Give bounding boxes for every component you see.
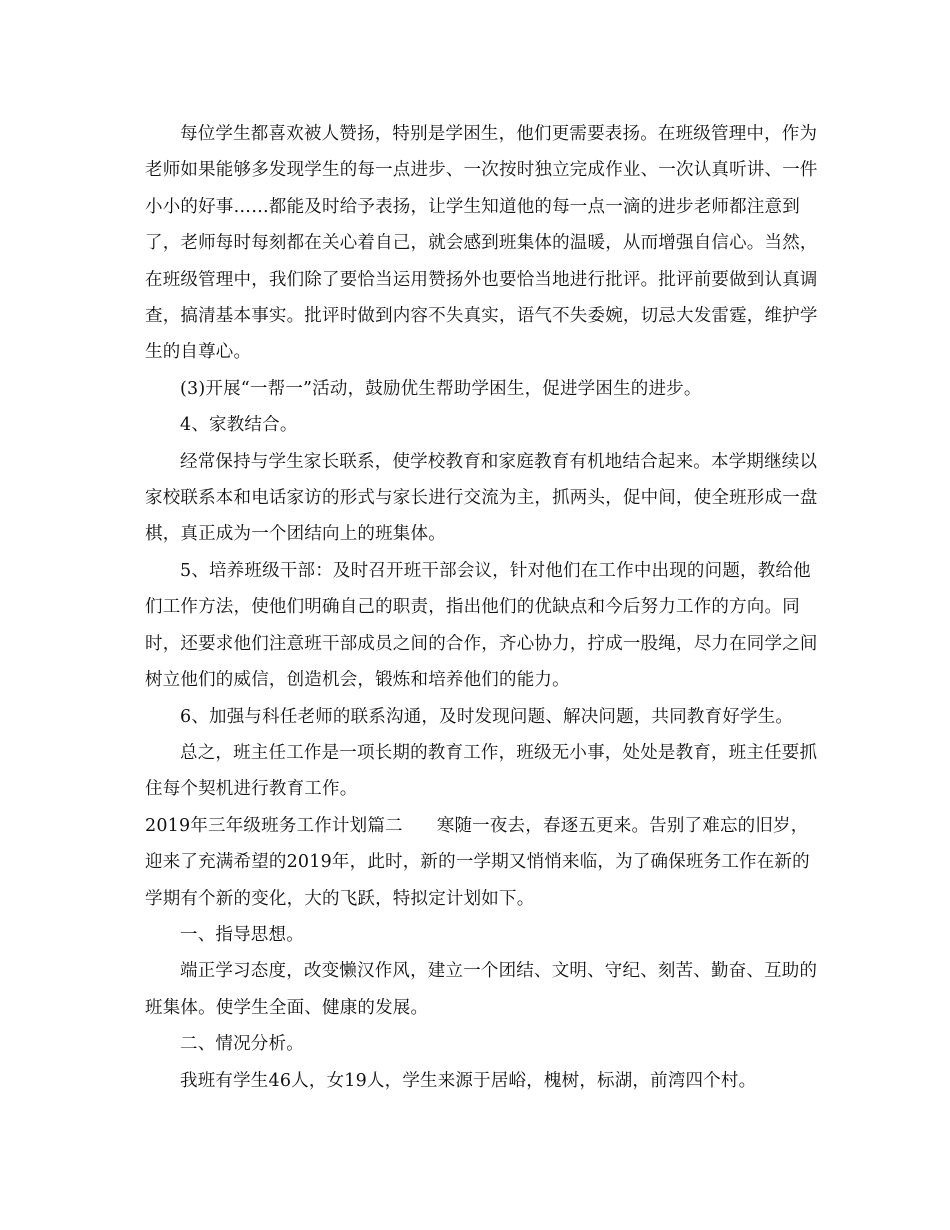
- plan-two-opening: 寒随一夜去，春逐五更来。告别了难忘的旧岁，迎来了充满希望的2019年，此时，新的一学期又悄悄来临，为了确保班务工作在新的学期有个新的变化，大的飞跃，特拟定计划如下。: [145, 815, 810, 909]
- heading-family-school: 4、家教结合。: [180, 415, 298, 436]
- paragraph-class-situation: 我班有学生46人，女19人，学生来源于居峪，槐树，标湖，前湾四个村。: [180, 1070, 757, 1091]
- paragraph-plan-two-intro: [145, 808, 825, 917]
- heading-guiding-ideology: 一、指导思想。: [180, 924, 304, 945]
- paragraph-help-activity: (3)开展“一帮一”活动，鼓励优生帮助学困生，促进学困生的进步。: [180, 378, 702, 399]
- paragraph-parent-contact: 经常保持与学生家长联系，使学校教育和家庭教育有机地结合起来。本学期继续以家校联系本和电话家访的形式与家长进行交流为主，抓两头，促中间，使全班形成一盘棋，真正成为一个团结向上的班集体。: [145, 451, 818, 545]
- paragraph-praise: 每位学生都喜欢被人赞扬，特别是学困生，他们更需要表扬。在班级管理中，作为老师如果能够多发现学生的每一点进步、一次按时独立完成作业、一次认真听讲、一件小小的好事……都能及时给予表扬，让学生知道他的每一点一滴的进步老师都注意到了，老师每时每刻都在关心着自己，就会感到班集体的温暖，从而增强自信心。当然，在班级管理中，我们除了要恰当运用赞扬外也要恰当地进行批评。批评前要做到认真调查，搞清基本事实。批评时做到内容不失真实，语气不失委婉，切忌大发雷霆，维护学生的自尊心。: [145, 124, 818, 363]
- paragraph-guiding-ideology: 端正学习态度，改变懒汉作风，建立一个团结、文明、守纪、刻苦、勤奋、互助的班集体。使学生全面、健康的发展。: [145, 961, 818, 1018]
- plan-two-title: 2019年三年级班务工作计划篇二: [145, 815, 403, 836]
- heading-situation-analysis: 二、情况分析。: [180, 1034, 304, 1055]
- paragraph-teacher-communication: 6、加强与科任老师的联系沟通，及时发现问题、解决问题，共同教育好学生。: [180, 706, 794, 727]
- document-body: [145, 116, 825, 1099]
- paragraph-summary: 总之，班主任工作是一项长期的教育工作，班级无小事，处处是教育，班主任要抓住每个契机进行教育工作。: [145, 742, 818, 800]
- paragraph-class-cadres: 5、培养班级干部：及时召开班干部会议，针对他们在工作中出现的问题，教给他们工作方法，使他们明确自己的职责，指出他们的优缺点和今后努力工作的方向。同时，还要求他们注意班干部成员之间的合作，齐心协力，拧成一股绳，尽力在同学之间树立他们的威信，创造机会，锻炼和培养他们的能力。: [145, 560, 818, 691]
